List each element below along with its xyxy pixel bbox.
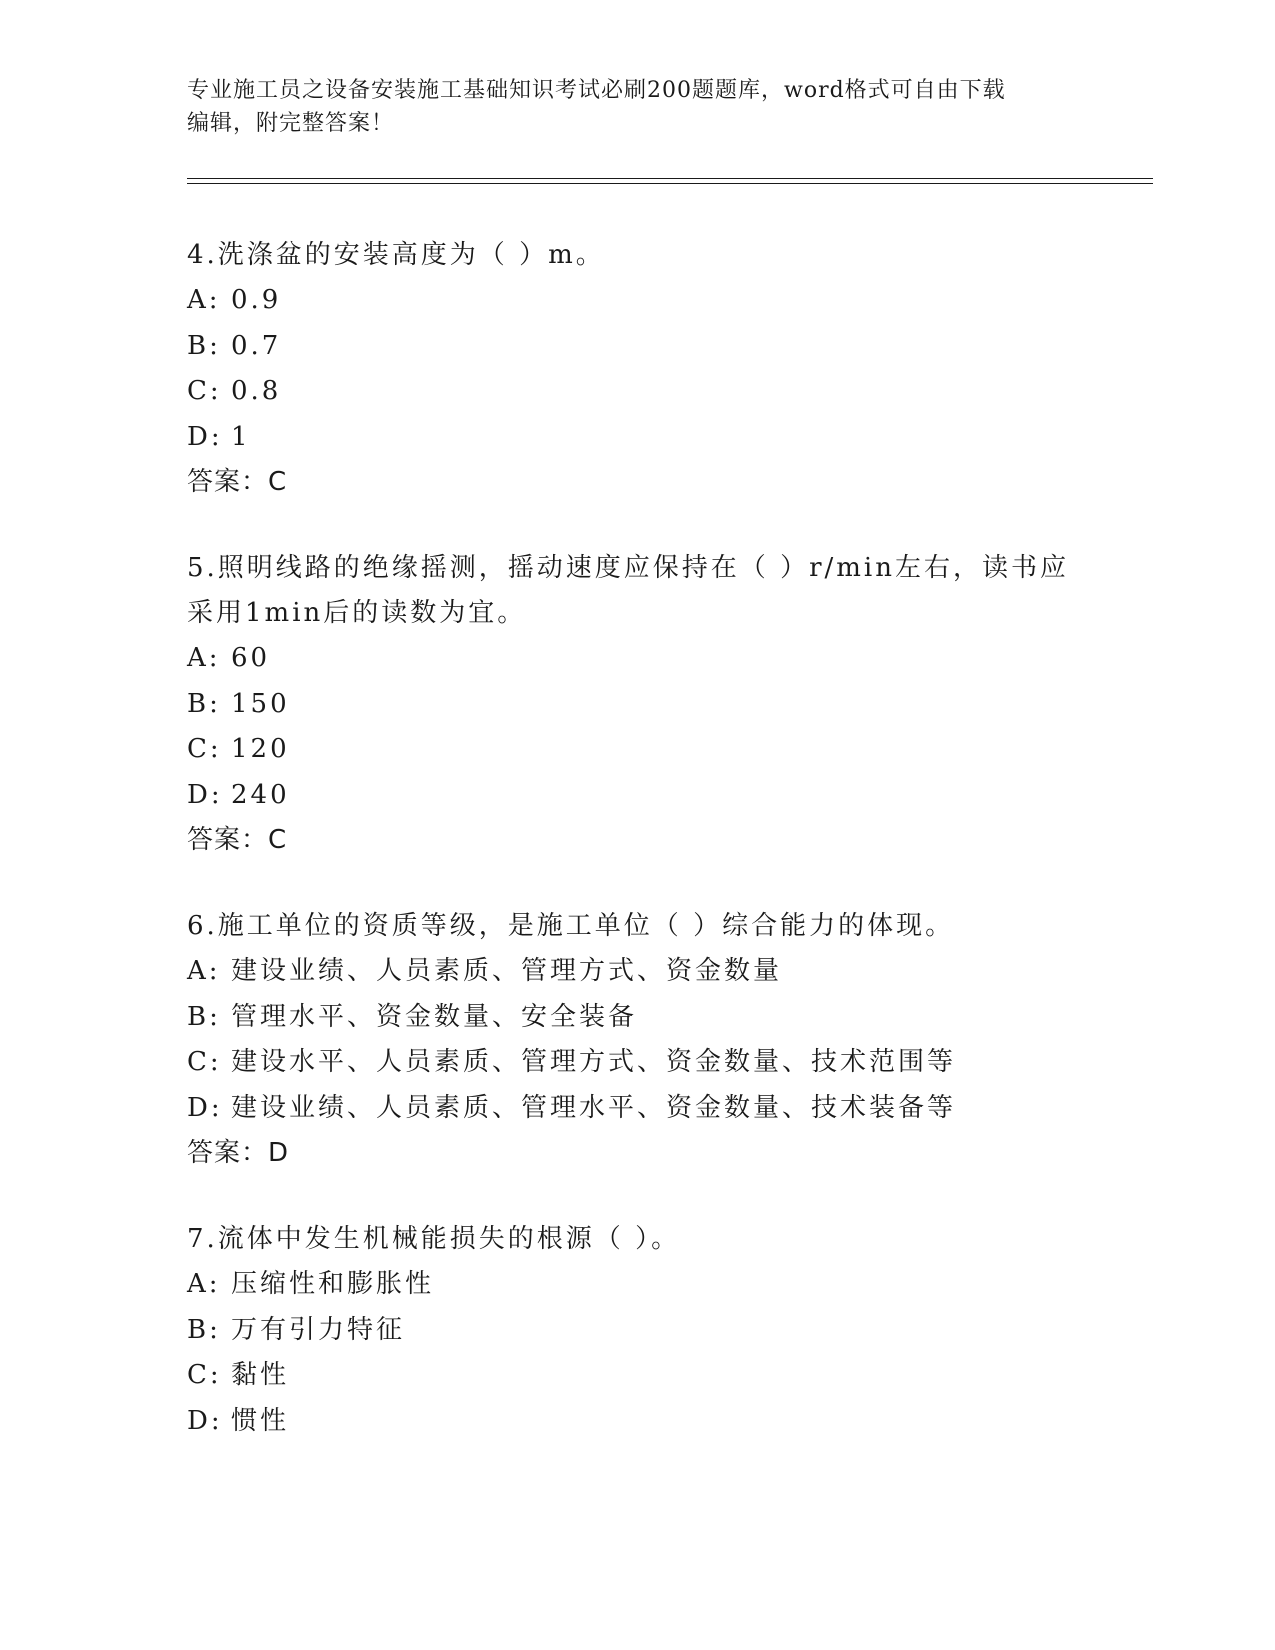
option-a	[187, 636, 1087, 682]
option-b	[187, 1308, 1087, 1354]
option-b	[187, 324, 1087, 370]
option-c	[187, 1353, 1087, 1399]
option-letter: C:	[187, 376, 222, 406]
option-c	[187, 727, 1087, 773]
option-letter: D:	[187, 1405, 223, 1436]
option-c	[187, 1040, 1087, 1086]
option-letter: D:	[187, 1092, 223, 1123]
option-d	[187, 773, 1087, 819]
option-text: 120	[231, 734, 290, 764]
header-title-line-2: 编辑，附完整答案！	[187, 111, 395, 136]
question-4	[187, 233, 1087, 505]
option-a	[187, 1262, 1087, 1308]
option-text: 万有引力特征	[231, 1314, 406, 1345]
option-letter: C:	[187, 1360, 222, 1390]
question-5	[187, 546, 1087, 863]
option-letter: D:	[187, 779, 223, 810]
question-stem-continued: 采用1min后的读数为宜。	[187, 598, 527, 628]
question-7	[187, 1217, 1087, 1444]
option-text: 0.9	[231, 285, 282, 315]
answer-line: 答案：D	[187, 1138, 290, 1168]
option-text: 1	[231, 421, 251, 452]
option-text: 0.7	[231, 330, 282, 361]
question-stem: 4.洗涤盆的安装高度为（ ）m。	[187, 240, 605, 270]
option-letter: B:	[187, 1001, 221, 1032]
option-letter: B:	[187, 688, 221, 719]
question-6	[187, 904, 1087, 1176]
option-b	[187, 682, 1087, 728]
option-text: 建设业绩、人员素质、管理方式、资金数量	[231, 956, 783, 986]
option-a	[187, 278, 1087, 324]
option-text: 建设水平、人员素质、管理方式、资金数量、技术范围等	[231, 1047, 957, 1077]
option-text: 60	[231, 643, 271, 673]
option-letter: D:	[187, 421, 223, 452]
option-text: 管理水平、资金数量、安全装备	[231, 1001, 638, 1032]
option-text: 黏性	[231, 1360, 290, 1390]
answer-line: 答案：C	[187, 825, 288, 855]
document-header	[187, 74, 1067, 140]
answer-line: 答案：C	[187, 467, 288, 497]
option-letter: B:	[187, 330, 221, 361]
option-letter: A:	[187, 956, 221, 986]
option-letter: A:	[187, 285, 221, 315]
option-d	[187, 1399, 1087, 1445]
option-text: 0.8	[231, 376, 282, 406]
option-letter: A:	[187, 643, 221, 673]
option-text: 150	[231, 688, 290, 719]
option-text: 240	[231, 779, 290, 810]
option-text: 压缩性和膨胀性	[231, 1269, 435, 1299]
option-c	[187, 369, 1087, 415]
option-letter: B:	[187, 1314, 221, 1345]
option-text: 建设业绩、人员素质、管理水平、资金数量、技术装备等	[231, 1092, 957, 1123]
option-a	[187, 949, 1087, 995]
question-stem: 7.流体中发生机械能损失的根源（ ）。	[187, 1224, 681, 1254]
header-divider	[187, 178, 1153, 184]
option-letter: C:	[187, 734, 222, 764]
question-stem: 6.施工单位的资质等级，是施工单位（ ）综合能力的体现。	[187, 911, 955, 941]
question-stem: 5.照明线路的绝缘摇测，摇动速度应保持在（ ）r/min左右，读书应	[187, 553, 1069, 583]
option-b	[187, 995, 1087, 1041]
option-text: 惯性	[231, 1405, 290, 1436]
header-title-line-1: 专业施工员之设备安装施工基础知识考试必刷200题题库，word格式可自由下载	[187, 78, 1006, 103]
question-list	[187, 233, 1087, 1485]
option-d	[187, 1086, 1087, 1132]
option-letter: A:	[187, 1269, 221, 1299]
option-d	[187, 415, 1087, 461]
option-letter: C:	[187, 1047, 222, 1077]
